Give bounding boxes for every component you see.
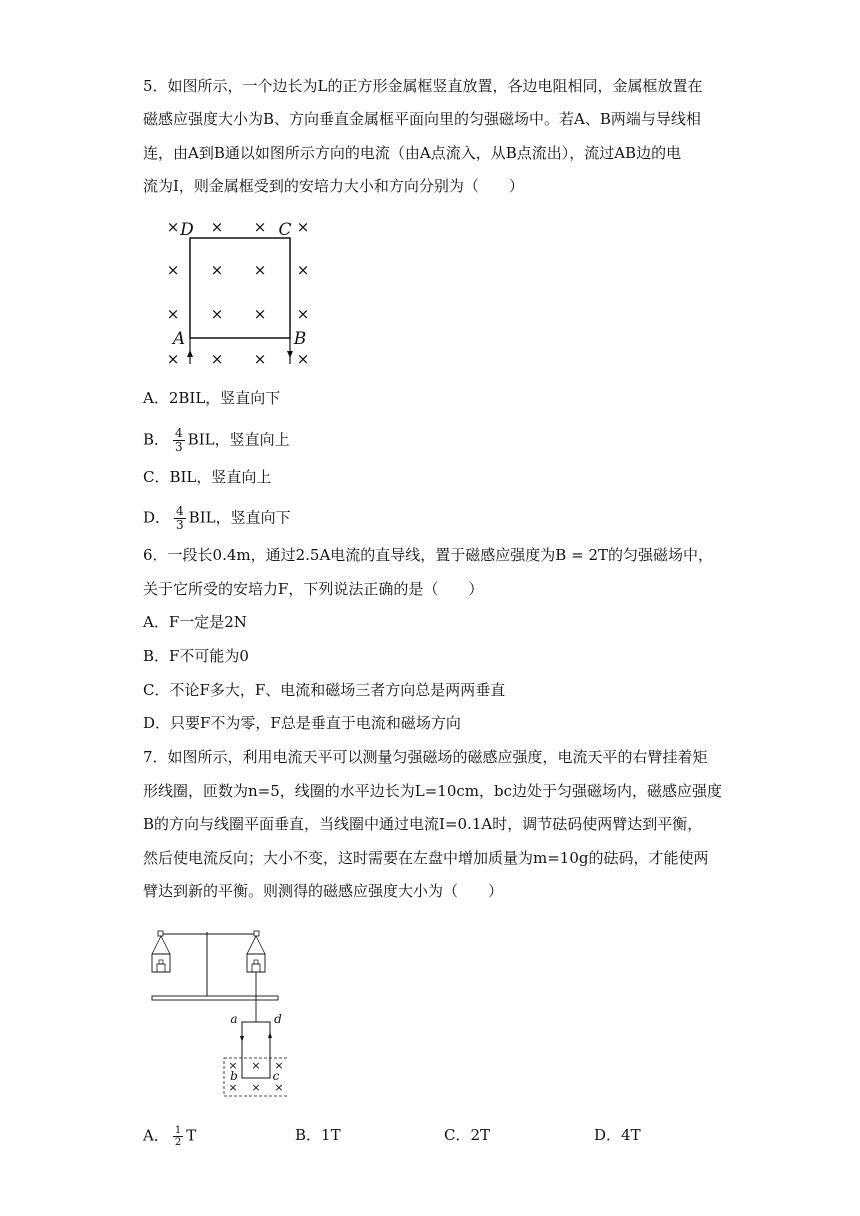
q7-option-b-label: B． xyxy=(295,1126,322,1144)
svg-text:×: × xyxy=(253,218,267,236)
q5-option-b[interactable] xyxy=(143,427,290,454)
q6-stem-line-1: 6．一段长0.4m，通过2.5A电流的直导线，置于磁感应强度为B = 2T的匀强磁场中， xyxy=(143,546,713,564)
q7-option-c[interactable] xyxy=(444,1125,490,1145)
svg-text:×: × xyxy=(210,261,224,279)
q7-option-d[interactable] xyxy=(594,1125,641,1145)
svg-text:×: × xyxy=(210,350,224,368)
fraction-numerator: 4 xyxy=(176,504,184,518)
q5-option-b-text: BIL，竖直向上 xyxy=(187,430,290,449)
svg-text:×: × xyxy=(166,350,180,368)
q6-option-a[interactable]: A．F一定是2N xyxy=(143,613,247,631)
coil-arrow-down xyxy=(240,1036,244,1042)
q7-stem-line-1: 7．如图所示，利用电流天平可以测量匀强磁场的磁感应强度，电流天平的右臂挂着矩 xyxy=(143,748,708,766)
right-pan xyxy=(247,936,265,972)
svg-text:×: × xyxy=(296,305,310,323)
left-pan xyxy=(152,936,170,972)
fraction-denominator: 3 xyxy=(176,518,184,532)
right-pivot xyxy=(254,931,259,936)
q5-stem-line-1: 5．如图所示，一个边长为L的正方形金属框竖直放置，各边电阻相同，金属框放置在 xyxy=(143,77,703,95)
q5-option-c-text: BIL，竖直向上 xyxy=(169,468,272,486)
coil-arrow-up xyxy=(268,1032,272,1038)
svg-text:×: × xyxy=(251,1081,261,1094)
q7-option-d-label: D． xyxy=(594,1126,622,1144)
svg-text:×: × xyxy=(210,218,224,236)
q5-option-a-text: 2BIL，竖直向下 xyxy=(168,389,281,407)
q5-option-d-label: D． xyxy=(143,508,171,527)
q7-option-d-text: 4T xyxy=(621,1126,641,1144)
svg-text:×: × xyxy=(228,1059,238,1072)
label-A: A xyxy=(172,329,186,349)
label-b: b xyxy=(230,1069,238,1083)
q5-option-c[interactable] xyxy=(143,467,271,487)
q7-stem-line-5: 臂达到新的平衡。则测得的磁感应强度大小为（ ） xyxy=(143,882,504,900)
fraction-denominator: 3 xyxy=(175,440,183,454)
q7-option-a-text: T xyxy=(186,1126,197,1145)
q5-option-a-label: A． xyxy=(143,389,169,407)
magnetic-field-cross-marks xyxy=(167,218,310,368)
q7-stem-line-4: 然后使电流反向；大小不变，这时需要在左盘中增加质量为m=10g的砝码，才能使两 xyxy=(143,849,709,867)
svg-text:×: × xyxy=(274,1059,284,1072)
svg-text:×: × xyxy=(296,218,310,236)
q5-option-d-fraction xyxy=(174,505,186,532)
q6-option-d[interactable]: D．只要F不为零，F总是垂直于电流和磁场方向 xyxy=(143,714,461,732)
svg-text:×: × xyxy=(253,350,267,368)
label-d: d xyxy=(274,1012,282,1026)
q7-option-a[interactable] xyxy=(143,1125,196,1148)
svg-text:×: × xyxy=(251,1059,261,1072)
fraction-denominator: 2 xyxy=(174,1137,182,1148)
q7-option-b-text: 1T xyxy=(321,1126,341,1144)
q7-current-balance-diagram xyxy=(148,922,288,1100)
q5-stem-line-2: 磁感应强度大小为B、方向垂直金属框平面向里的匀强磁场中。若A、B两端与导线相 xyxy=(143,110,701,128)
current-in-arrow xyxy=(187,350,193,357)
label-D: D xyxy=(180,220,194,240)
q5-option-b-label: B． xyxy=(143,430,170,449)
svg-text:×: × xyxy=(253,305,267,323)
q6-option-c[interactable]: C．不论F多大，F、电流和磁场三者方向总是两两垂直 xyxy=(143,681,506,699)
svg-text:×: × xyxy=(166,218,180,236)
svg-text:×: × xyxy=(166,261,180,279)
svg-text:×: × xyxy=(296,261,310,279)
q5-option-d-text: BIL，竖直向下 xyxy=(188,508,291,527)
label-B: B xyxy=(293,329,307,349)
q5-stem-line-4: 流为I，则金属框受到的安培力大小和方向分别为（ ） xyxy=(143,177,524,195)
balance-base xyxy=(152,996,278,1000)
q5-square-frame-diagram xyxy=(160,212,320,372)
label-c: c xyxy=(272,1069,280,1083)
svg-text:×: × xyxy=(210,305,224,323)
fraction-numerator: 4 xyxy=(175,426,183,440)
svg-text:×: × xyxy=(274,1081,284,1094)
left-pivot xyxy=(158,931,163,936)
q5-stem-line-3: 连，由A到B通以如图所示方向的电流（由A点流入，从B点流出），流过AB边的电 xyxy=(143,144,682,162)
q6-option-b[interactable]: B．F不可能为0 xyxy=(143,647,249,665)
q7-option-c-text: 2T xyxy=(470,1126,491,1144)
label-C: C xyxy=(278,220,292,240)
square-metal-frame xyxy=(190,238,290,338)
q6-stem-line-2: 关于它所受的安培力F，下列说法正确的是（ ） xyxy=(143,580,484,598)
svg-text:×: × xyxy=(228,1081,238,1094)
q7-option-a-label: A． xyxy=(143,1126,169,1145)
svg-text:×: × xyxy=(166,305,180,323)
svg-text:×: × xyxy=(253,261,267,279)
q7-option-b[interactable] xyxy=(295,1125,341,1145)
q5-option-b-fraction xyxy=(173,427,185,454)
q5-option-c-label: C． xyxy=(143,468,170,486)
q7-stem-line-3: B的方向与线圈平面垂直，当线圈中通过电流I=0.1A时，调节砝码使两臂达到平衡， xyxy=(143,815,703,833)
current-out-arrow xyxy=(287,351,293,358)
svg-text:×: × xyxy=(296,350,310,368)
q7-option-a-fraction xyxy=(173,1125,183,1148)
q7-stem-line-2: 形线圈，匝数为n=5，线圈的水平边长为L=10cm，bc边处于匀强磁场内，磁感应强度 xyxy=(143,782,723,800)
q7-option-c-label: C． xyxy=(444,1126,471,1144)
q5-option-d[interactable] xyxy=(143,505,291,532)
q5-option-a[interactable] xyxy=(143,388,280,408)
fraction-numerator: 1 xyxy=(174,1125,182,1136)
label-a: a xyxy=(230,1012,238,1026)
